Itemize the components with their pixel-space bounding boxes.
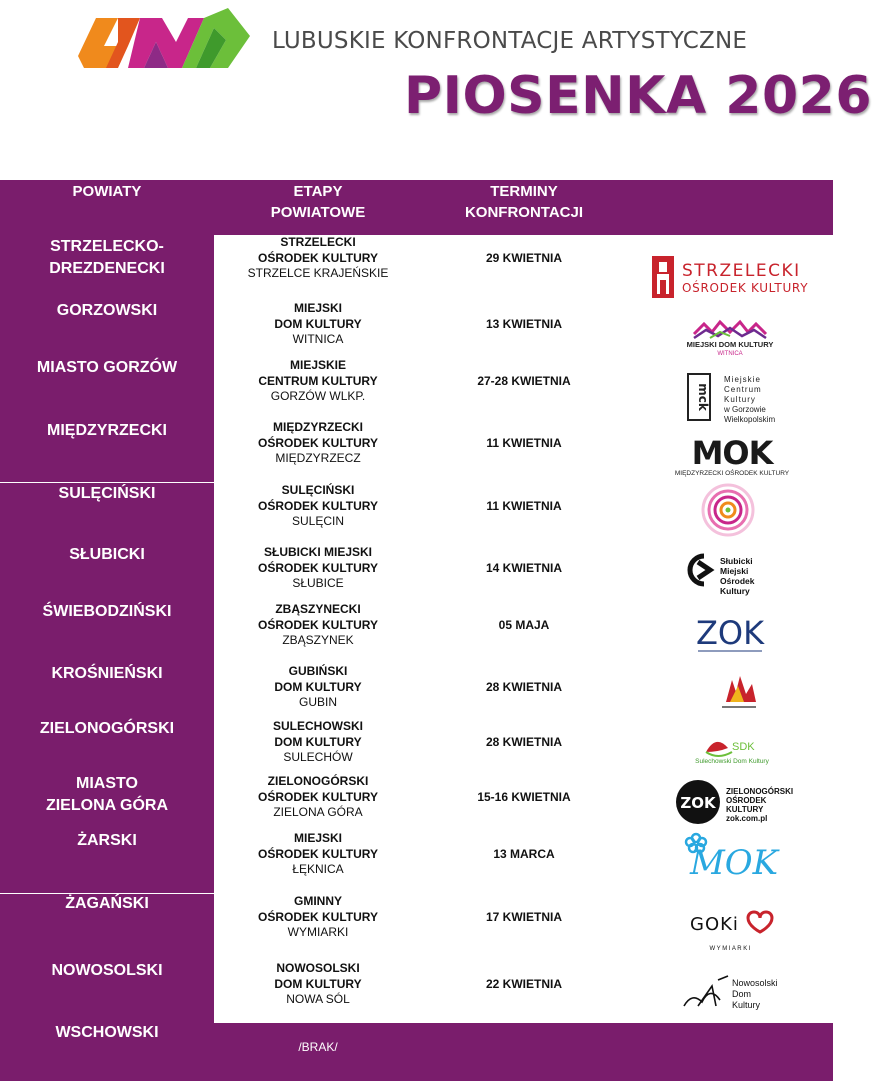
svg-text:Kultury: Kultury xyxy=(720,586,750,596)
svg-text:Słubicki: Słubicki xyxy=(720,556,753,566)
stage-row xyxy=(214,420,422,467)
county-gorzowski: GORZOWSKI xyxy=(56,302,158,319)
stage-date: 11 KWIETNIA xyxy=(486,436,562,450)
organization-title: LUBUSKIE KONFRONTACJE ARTYSTYCZNE xyxy=(272,28,748,54)
svg-text:Miejski: Miejski xyxy=(720,566,749,576)
stage-row xyxy=(214,664,422,711)
svg-text:zok.com.pl: zok.com.pl xyxy=(726,814,768,823)
sulecin-spiral-logo xyxy=(700,482,756,538)
zbaszynek-zok-logo xyxy=(692,612,768,658)
stage-name: SULĘCIŃSKI OŚRODEK KULTURY xyxy=(258,483,378,513)
svg-text:Nowosolski: Nowosolski xyxy=(732,978,778,988)
stage-city: NOWA SÓL xyxy=(286,992,350,1006)
stage-date: 29 KWIETNIA xyxy=(485,251,562,265)
stage-date: 17 KWIETNIA xyxy=(485,910,562,924)
county-sulecinski: SULĘCIŃSKI xyxy=(58,485,156,502)
county-wschowski: WSCHOWSKI xyxy=(55,1024,159,1041)
svg-text:ZOK: ZOK xyxy=(695,614,765,652)
header-dates: TERMINY KONFRONTACJI xyxy=(464,183,584,221)
svg-text:WITNICA: WITNICA xyxy=(717,351,743,357)
stage-name: MIEJSKIE CENTRUM KULTURY xyxy=(258,358,378,388)
gorzow-mck-logo xyxy=(686,372,786,424)
stage-name: ZIELONOGÓRSKI OŚRODEK KULTURY xyxy=(258,774,378,804)
svg-text:MOK: MOK xyxy=(689,843,779,883)
header-counties: POWIATY xyxy=(72,183,142,200)
header-stages: ETAPY POWIATOWE xyxy=(270,183,366,221)
stage-city: GUBIN xyxy=(298,695,337,709)
county-nowosolski: NOWOSOLSKI xyxy=(51,962,163,979)
county-miasto-gorzow: MIASTO GORZÓW xyxy=(36,359,178,376)
svg-text:Kultury: Kultury xyxy=(732,1000,761,1010)
stage-row xyxy=(214,961,422,1008)
stage-city: SULĘCIN xyxy=(291,514,344,528)
stage-date: 13 MARCA xyxy=(493,847,555,861)
svg-text:MIĘDZYRZECKI OŚRODEK KULTURY: MIĘDZYRZECKI OŚRODEK KULTURY xyxy=(674,470,790,477)
leknica-mok-logo xyxy=(686,828,779,886)
svg-text:W Y M I A R K I: W Y M I A R K I xyxy=(709,946,751,952)
svg-text:Kultury: Kultury xyxy=(724,395,756,404)
county-zarski: ŻARSKI xyxy=(77,832,137,849)
stage-city: SULECHÓW xyxy=(283,750,353,764)
strzelecki-logo xyxy=(650,254,810,300)
county-miedzyrzecki: MIĘDZYRZECKI xyxy=(47,422,167,439)
miedzyrzecz-mok-logo xyxy=(674,434,790,478)
stage-date: 15-16 KWIETNIA xyxy=(477,790,571,804)
stage-city: WYMIARKI xyxy=(287,925,349,939)
stage-name: NOWOSOLSKI DOM KULTURY xyxy=(274,961,362,991)
stage-row xyxy=(214,301,422,348)
stage-city: MIĘDZYRZECZ xyxy=(275,451,361,465)
svg-text:ZIELONOGÓRSKI: ZIELONOGÓRSKI xyxy=(726,787,794,796)
gubin-logo xyxy=(716,672,762,712)
svg-text:Dom: Dom xyxy=(732,989,752,999)
stage-date: 28 KWIETNIA xyxy=(485,680,562,694)
svg-text:KULTURY: KULTURY xyxy=(726,805,764,814)
stage-name: STRZELECKI OŚRODEK KULTURY xyxy=(258,235,378,265)
svg-text:Centrum: Centrum xyxy=(724,385,762,394)
stage-date: 11 KWIETNIA xyxy=(486,499,562,513)
svg-text:GOKi: GOKi xyxy=(690,914,739,935)
svg-text:Ośrodek: Ośrodek xyxy=(720,576,755,586)
stage-name: GMINNY OŚRODEK KULTURY xyxy=(258,894,378,924)
stage-date: 14 KWIETNIA xyxy=(485,561,562,575)
stage-row xyxy=(214,483,422,530)
stage-row xyxy=(214,358,422,405)
svg-text:mck: mck xyxy=(696,383,710,411)
stage-city: ŁĘKNICA xyxy=(292,862,344,876)
svg-text:SDK: SDK xyxy=(732,741,755,753)
event-title: PIOSENKA 2026 xyxy=(404,66,872,126)
svg-text:MIEJSKI DOM KULTURY: MIEJSKI DOM KULTURY xyxy=(686,340,774,349)
svg-text:OŚRODEK: OŚRODEK xyxy=(726,796,767,805)
county-slubicki: SŁUBICKI xyxy=(69,546,145,563)
svg-text:Sulechowski Dom Kultury: Sulechowski Dom Kultury xyxy=(695,758,769,765)
stage-row xyxy=(214,235,422,282)
missing-stage-label: /BRAK/ xyxy=(298,1040,338,1054)
wymiarki-goki-logo xyxy=(686,906,776,952)
stage-date: 05 MAJA xyxy=(498,618,550,632)
lka-logo xyxy=(78,6,250,72)
stage-name: GUBIŃSKI DOM KULTURY xyxy=(274,664,362,694)
stage-date: 28 KWIETNIA xyxy=(485,735,562,749)
county-krosnienski: KROŚNIEŃSKI xyxy=(51,665,163,682)
sulechow-sdk-logo xyxy=(696,730,768,770)
stage-city: WITNICA xyxy=(292,332,344,346)
stage-city: SŁUBICE xyxy=(292,576,344,590)
stage-date: 22 KWIETNIA xyxy=(485,977,562,991)
county-strzelecko-drezdenecki: STRZELECKO- DREZDENECKI xyxy=(49,238,165,277)
stage-name: MIEJSKI DOM KULTURY xyxy=(274,301,362,331)
stage-date: 27-28 KWIETNIA xyxy=(477,374,571,388)
county-zielonogorski: ZIELONOGÓRSKI xyxy=(39,720,175,737)
stage-city: ZIELONA GÓRA xyxy=(273,805,363,819)
svg-text:ZOK: ZOK xyxy=(680,794,716,812)
stage-name: MIEJSKI OŚRODEK KULTURY xyxy=(258,831,378,861)
county-swiebodzinski: ŚWIEBODZIŃSKI xyxy=(42,603,172,620)
stage-name: ZBĄSZYNECKI OŚRODEK KULTURY xyxy=(258,602,378,632)
stage-city: STRZELCE KRAJEŃSKIE xyxy=(247,266,389,280)
svg-text:STRZELECKI: STRZELECKI xyxy=(682,261,801,281)
stage-row xyxy=(214,719,422,766)
zielona-gora-zok-logo xyxy=(676,778,794,826)
stage-row xyxy=(214,602,422,649)
svg-text:Miejskie: Miejskie xyxy=(724,375,761,384)
stage-name: SULECHOWSKI DOM KULTURY xyxy=(273,719,363,749)
svg-text:w Gorzowie: w Gorzowie xyxy=(724,405,766,414)
svg-text:OŚRODEK KULTURY: OŚRODEK KULTURY xyxy=(682,281,809,295)
stage-row xyxy=(214,831,422,878)
svg-text:MOK: MOK xyxy=(691,434,773,472)
stage-city: ZBĄSZYNEK xyxy=(282,633,354,647)
svg-text:Wielkopolskim: Wielkopolskim xyxy=(724,415,776,424)
nowa-sol-ndk-logo xyxy=(680,972,784,1014)
stage-row xyxy=(214,545,422,592)
stage-city: GORZÓW WLKP. xyxy=(270,389,366,403)
stage-date: 13 KWIETNIA xyxy=(485,317,562,331)
stage-name: SŁUBICKI MIEJSKI OŚRODEK KULTURY xyxy=(258,545,378,575)
stage-row xyxy=(214,894,422,941)
stage-row xyxy=(214,774,422,821)
slubice-smok-logo xyxy=(684,550,764,596)
county-zaganski: ŻAGAŃSKI xyxy=(65,895,149,912)
county-miasto-zielona-gora: MIASTO ZIELONA GÓRA xyxy=(45,775,169,814)
witnica-logo xyxy=(686,318,774,357)
stage-name: MIĘDZYRZECKI OŚRODEK KULTURY xyxy=(258,420,378,450)
